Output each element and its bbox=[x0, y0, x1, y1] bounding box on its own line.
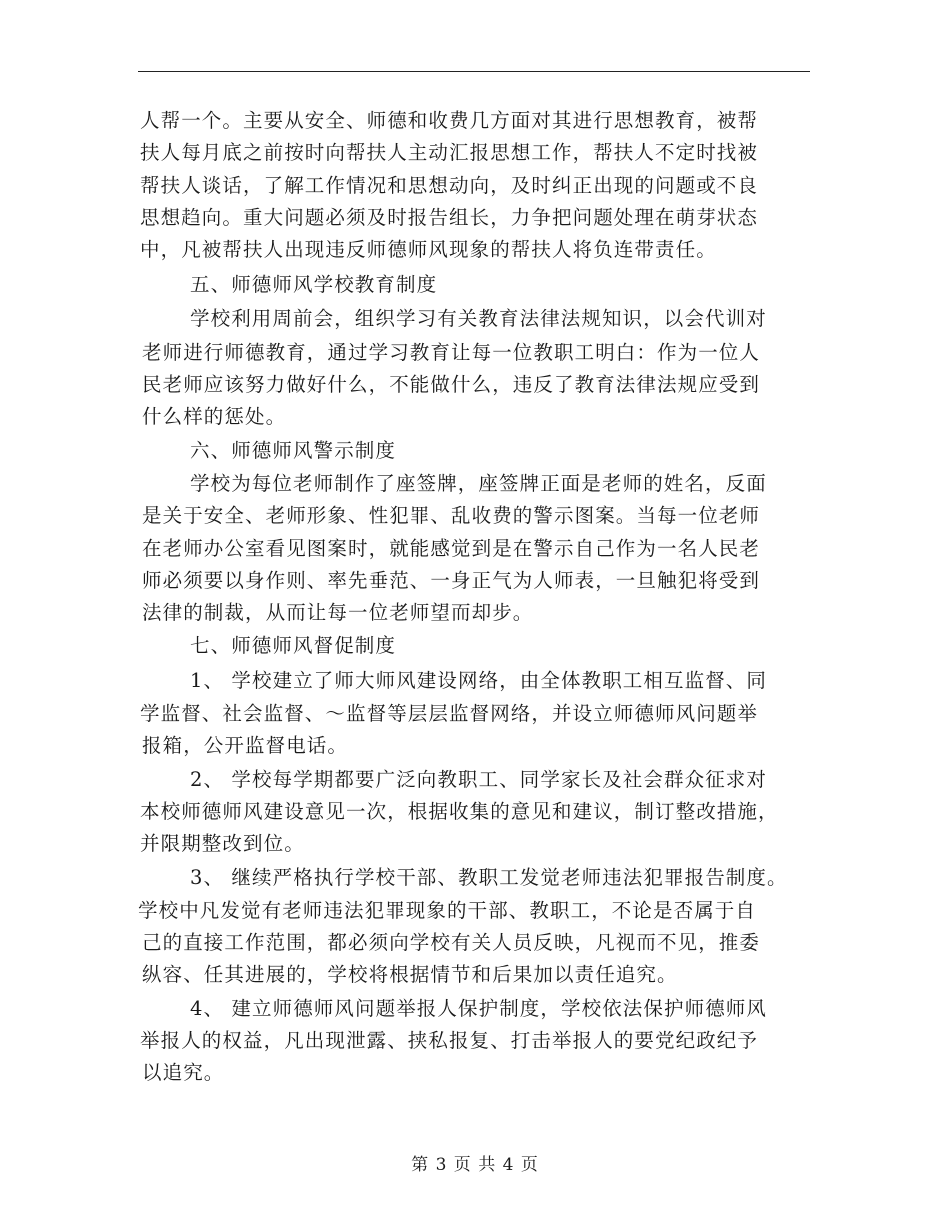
text-line: 4、 建立师德师风问题举报人保护制度，学校依法保护师德师风 bbox=[190, 997, 768, 1020]
text-line: 在老师办公室看见图案时，就能感觉到是在警示自己作为一名人民老 bbox=[142, 537, 761, 560]
header-rule bbox=[138, 71, 810, 72]
text-line: 法律的制裁，从而让每一位老师望而却步。 bbox=[142, 601, 534, 624]
text-line: 民老师应该努力做好什么，不能做什么，违反了教育法律法规应受到 bbox=[142, 373, 761, 396]
text-line: 是关于安全、老师形象、性犯罪、乱收费的警示图案。当每一位老师 bbox=[142, 504, 761, 527]
text-line: 以追究。 bbox=[142, 1061, 225, 1084]
text-line: 思想趋向。重大问题必须及时报告组长，力争把问题处理在萌芽状态 bbox=[140, 206, 759, 229]
text-line: 3、 继续严格执行学校干部、教职工发觉老师违法犯罪报告制度。 bbox=[190, 866, 788, 889]
page-number-footer: 第 3 页 共 4 页 bbox=[411, 1155, 539, 1175]
text-line: 中，凡被帮扶人出现违反师德师风现象的帮扶人将负连带责任。 bbox=[140, 238, 717, 261]
text-line: 老师进行师德教育，通过学习教育让每一位教职工明白：作为一位人 bbox=[142, 341, 761, 364]
text-line: 师必须要以身作则、率先垂范、一身正气为人师表，一旦触犯将受到 bbox=[142, 569, 761, 592]
text-line: 学校中凡发觉有老师违法犯罪现象的干部、教职工，不论是否属于自 bbox=[138, 899, 757, 922]
section-heading: 五、师德师风学校教育制度 bbox=[190, 273, 438, 296]
text-line: 学监督、社会监督、～监督等层层监督网络，并设立师德师风问题举 bbox=[140, 702, 759, 725]
text-line: 1、 学校建立了师大师风建设网络，由全体教职工相互监督、同 bbox=[190, 669, 768, 692]
text-line: 本校师德师风建设意见一次，根据收集的意见和建议，制订整改措施， bbox=[140, 800, 779, 823]
text-line: 报箱，公开监督电话。 bbox=[142, 734, 349, 757]
text-line: 学校利用周前会，组织学习有关教育法律法规知识，以会代训对 bbox=[190, 307, 767, 330]
section-heading: 六、师德师风警示制度 bbox=[190, 439, 397, 462]
text-line: 举报人的权益，凡出现泄露、挟私报复、打击举报人的要党纪政纪予 bbox=[140, 1029, 759, 1052]
text-line: 并限期整改到位。 bbox=[140, 832, 305, 855]
text-line: 什么样的惩处。 bbox=[142, 405, 287, 428]
section-heading: 七、师德师风督促制度 bbox=[190, 634, 397, 657]
text-line: 学校为每位老师制作了座签牌，座签牌正面是老师的姓名，反面 bbox=[190, 472, 767, 495]
text-line: 纵容、任其进展的，学校将根据情节和后果加以责任追究。 bbox=[142, 963, 678, 986]
text-line: 扶人每月底之前按时向帮扶人主动汇报思想工作，帮扶人不定时找被 bbox=[140, 141, 759, 164]
text-line: 人帮一个。主要从安全、师德和收费几方面对其进行思想教育，被帮 bbox=[140, 109, 759, 132]
text-line: 2、 学校每学期都要广泛向教职工、同学家长及社会群众征求对 bbox=[190, 768, 768, 791]
text-line: 己的直接工作范围，都必须向学校有关人员反映，凡视而不见，推委 bbox=[142, 931, 761, 954]
text-line: 帮扶人谈话，了解工作情况和思想动向，及时纠正出现的问题或不良 bbox=[140, 174, 759, 197]
